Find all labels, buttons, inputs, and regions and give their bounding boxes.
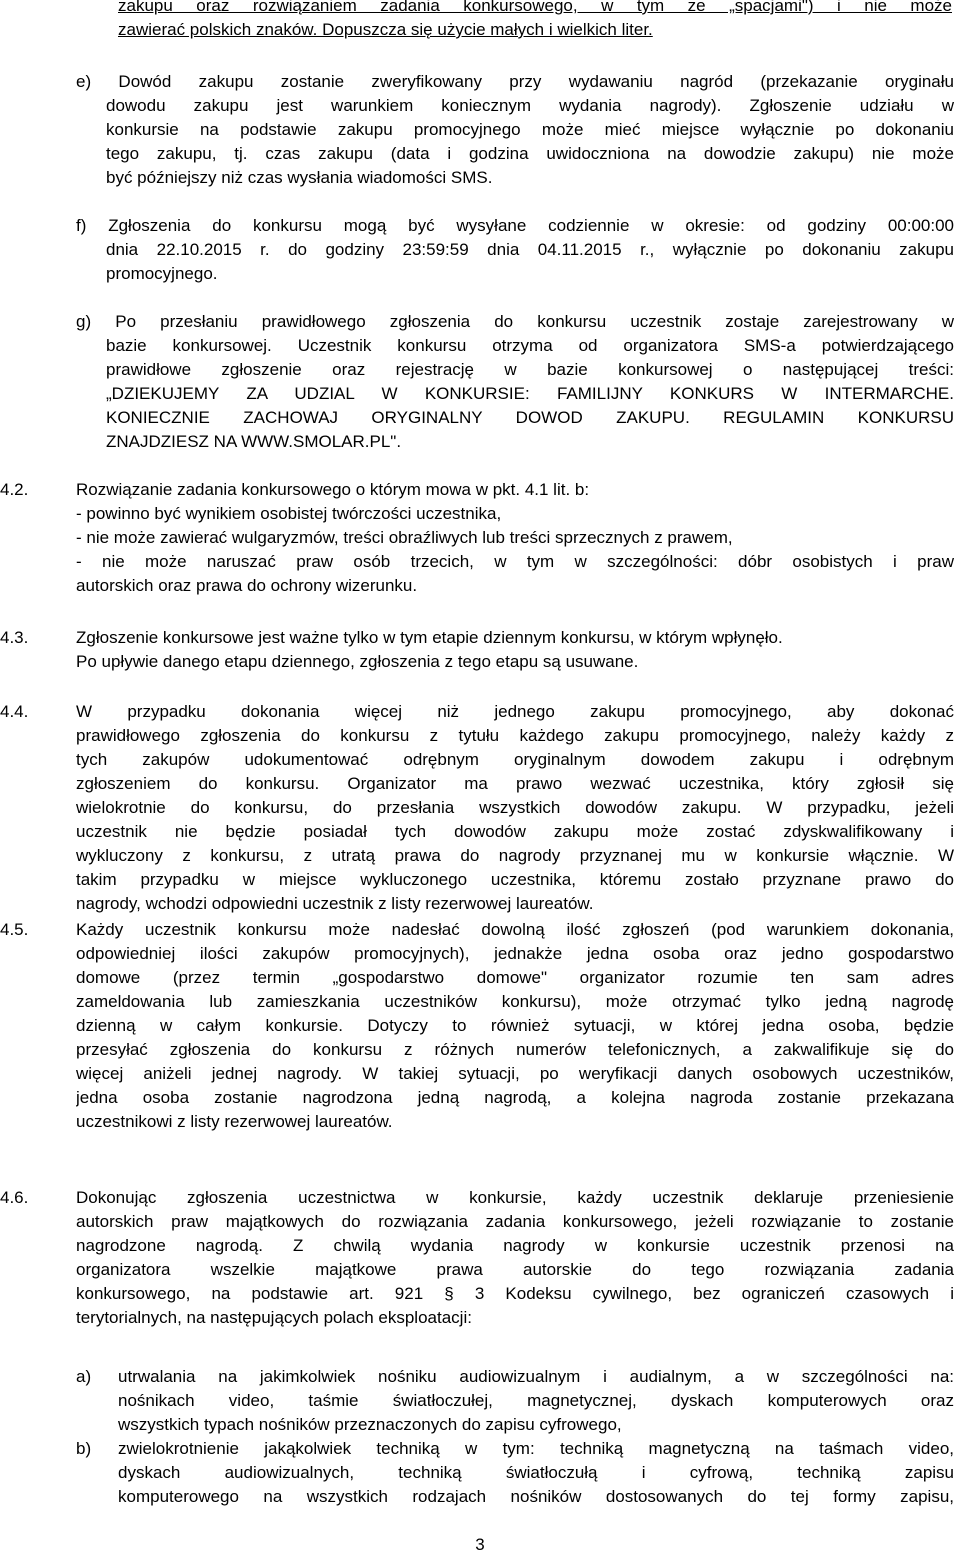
section-number: 4.2.	[0, 480, 29, 499]
text-line: wykluczony z konkursu, z utratą prawa do nagrody przyznanej mu w konkursie włącznie. W	[76, 846, 954, 865]
paragraph-e-body	[106, 94, 954, 190]
list-label: b)	[76, 1439, 92, 1458]
text-line: promocyjnego.	[106, 264, 218, 283]
text-line: nagrody, wchodzi odpowiedni uczestnik z listy rezerwowej laureatów.	[76, 894, 594, 913]
text-line: zwielokrotnienie jakąkolwiek techniką w tym: techniką magnetyczną na taśmach video,	[118, 1439, 954, 1458]
text-line: dyskach audiowizualnych, techniką światłoczułą i cyfrową, techniką zapisu	[118, 1463, 954, 1482]
paragraph-f	[76, 214, 954, 238]
page-number: 3	[475, 1535, 485, 1554]
paragraph-g	[76, 310, 954, 334]
section-number: 4.6.	[0, 1188, 29, 1207]
text-line: zameldowania lub zamieszkania uczestników konkursu), może otrzymać tylko jedną nagrodę	[76, 992, 954, 1011]
text-line: zgłoszeniem do konkursu. Organizator ma prawo wezwać uczestnika, który zgłosił się	[76, 774, 954, 793]
text-line: nośnikach video, taśmie światłoczułej, magnetycznej, dyskach komputerowych oraz	[118, 1391, 954, 1410]
list-label: a)	[76, 1367, 92, 1386]
text-line: autorskich oraz prawa do ochrony wizerunku.	[76, 576, 418, 595]
intro-paragraph	[118, 0, 952, 42]
text-line: e) Dowód zakupu zostanie zweryfikowany przy wydawaniu nagród (przekazanie oryginału	[76, 72, 954, 91]
text-line: nagrodzone nagrodą. Z chwilą wydania nagrody w konkursie uczestnik przenosi na	[76, 1236, 954, 1255]
text-line: terytorialnych, na następujących polach eksploatacji:	[76, 1308, 472, 1327]
text-line: Dokonując zgłoszenia uczestnictwa w konkursie, każdy uczestnik deklaruje przeniesienie	[76, 1188, 954, 1207]
text-line: bazie konkursowej. Uczestnik konkursu otrzyma od organizatora SMS-a potwierdzającego	[106, 336, 954, 355]
text-line: takim przypadku w miejsce wykluczonego uczestnika, któremu zostało przyznane prawo do	[76, 870, 954, 889]
text-line: Każdy uczestnik konkursu może nadesłać dowolną ilość zgłoszeń (pod warunkiem dokonania,	[76, 920, 954, 939]
text-line: dowodu zakupu jest warunkiem koniecznym wydania nagrody). Zgłoszenie udziału w	[106, 96, 954, 115]
text-line: - nie może zawierać wulgaryzmów, treści obraźliwych lub treści sprzecznych z prawem,	[76, 528, 733, 547]
text-line: być późniejszy niż czas wysłania wiadomości SMS.	[106, 168, 493, 187]
list-item-a	[118, 1365, 954, 1437]
paragraph-g-body	[106, 334, 954, 454]
text-line: zakupu oraz rozwiązaniem zadania konkursowego, w tym ze „spacjami") i nie może	[118, 0, 952, 15]
text-line: uczestnik nie będzie posiadał tych dowodów zakupu może zostać zdyskwalifikowany i	[76, 822, 954, 841]
text-line: konkursowego, na podstawie art. 921 § 3 Kodeksu cywilnego, bez ograniczeń czasowych i	[76, 1284, 954, 1303]
text-line: jedna osoba zostanie nagrodzona jedną nagrodą, a kolejna nagroda zostanie przekazana	[76, 1088, 954, 1107]
text-line: autorskich praw majątkowych do rozwiązania zadania konkursowego, jeżeli rozwiązanie to zostanie	[76, 1212, 954, 1231]
text-line: prawidłowe zgłoszenie oraz rejestrację w bazie konkursowej o następującej treści:	[106, 360, 954, 379]
text-line: przesyłać zgłoszenia do konkursu z różnych numerów telefonicznych, a zakwalifikuje się do	[76, 1040, 954, 1059]
text-line: odpowiedniej ilości zakupów promocyjnych), jednakże jedna osoba oraz jedno gospodarstwo	[76, 944, 954, 963]
text-line: zawierać polskich znaków. Dopuszcza się użycie małych i wielkich liter.	[118, 20, 653, 39]
section-4-4	[76, 700, 954, 916]
list-item-b	[118, 1437, 954, 1509]
section-number: 4.3.	[0, 628, 29, 647]
text-line: f) Zgłoszenia do konkursu mogą być wysyłane codziennie w okresie: od godziny 00:00:00	[76, 216, 954, 235]
text-line: dnia 22.10.2015 r. do godziny 23:59:59 dnia 04.11.2015 r., wyłącznie po dokonaniu zakupu	[106, 240, 954, 259]
text-line: wszystkich typach nośników przeznaczonych do zapisu cyfrowego,	[118, 1415, 622, 1434]
text-line: wielokrotnie do konkursu, do przesłania wszystkich dowodów zakupu. W przypadku, jeżeli	[76, 798, 954, 817]
text-line: tego zakupu, tj. czas zakupu (data i godzina uwidoczniona na dowodzie zakupu) nie może	[106, 144, 954, 163]
text-line: utrwalania na jakimkolwiek nośniku audiowizualnym i audialnym, a w szczególności na:	[118, 1367, 954, 1386]
text-line: Po upływie danego etapu dziennego, zgłoszenia z tego etapu są usuwane.	[76, 652, 639, 671]
text-line: komputerowego na wszystkich rodzajach nośników dostosowanych do tej formy zapisu,	[118, 1487, 954, 1506]
text-line: ZNAJDZIESZ NA WWW.SMOLAR.PL".	[106, 432, 402, 451]
section-4-2	[76, 478, 954, 598]
section-4-5	[76, 918, 954, 1134]
text-line: - nie może naruszać praw osób trzecich, w tym w szczególności: dóbr osobistych i praw	[76, 552, 954, 571]
text-line: Rozwiązanie zadania konkursowego o którym mowa w pkt. 4.1 lit. b:	[76, 480, 590, 499]
section-number: 4.4.	[0, 702, 29, 721]
section-4-6	[76, 1186, 954, 1330]
section-number: 4.5.	[0, 920, 29, 939]
text-line: W przypadku dokonania więcej niż jednego zakupu promocyjnego, aby dokonać	[76, 702, 954, 721]
section-4-3	[76, 626, 954, 674]
text-line: prawidłowego zgłoszenia do konkursu z tytułu każdego zakupu promocyjnego, należy każdy z	[76, 726, 954, 745]
text-line: organizatora wszelkie majątkowe prawa autorskie do tego rozwiązania zadania	[76, 1260, 954, 1279]
text-line: KONIECZNIE ZACHOWAJ ORYGINALNY DOWOD ZAKUPU. REGULAMIN KONKURSU	[106, 408, 954, 427]
text-line: g) Po przesłaniu prawidłowego zgłoszenia do konkursu uczestnik zostaje zarejestrowany w	[76, 312, 954, 331]
text-line: konkursie na podstawie zakupu promocyjnego może mieć miejsce wyłącznie po dokonaniu	[106, 120, 954, 139]
text-line: - powinno być wynikiem osobistej twórczości uczestnika,	[76, 504, 502, 523]
text-line: Zgłoszenie konkursowe jest ważne tylko w tym etapie dziennym konkursu, w którym wpłynęło.	[76, 628, 783, 647]
text-line: tych zakupów udokumentować odrębnym oryginalnym dowodem zakupu i odrębnym	[76, 750, 954, 769]
paragraph-e	[76, 70, 954, 94]
text-line: „DZIEKUJEMY ZA UDZIAL W KONKURSIE: FAMILIJNY KONKURS W INTERMARCHE.	[106, 384, 954, 403]
text-line: więcej aniżeli jednej nagrody. W takiej sytuacji, po weryfikacji danych osobowych uczestników,	[76, 1064, 954, 1083]
text-line: domowe (przez termin „gospodarstwo domowe" organizator rozumie ten sam adres	[76, 968, 954, 987]
text-line: uczestnikowi z listy rezerwowej laureatów.	[76, 1112, 393, 1131]
text-line: dzienną w całym konkursie. Dotyczy to również sytuacji, w której jedna osoba, będzie	[76, 1016, 954, 1035]
paragraph-f-body	[106, 238, 954, 286]
